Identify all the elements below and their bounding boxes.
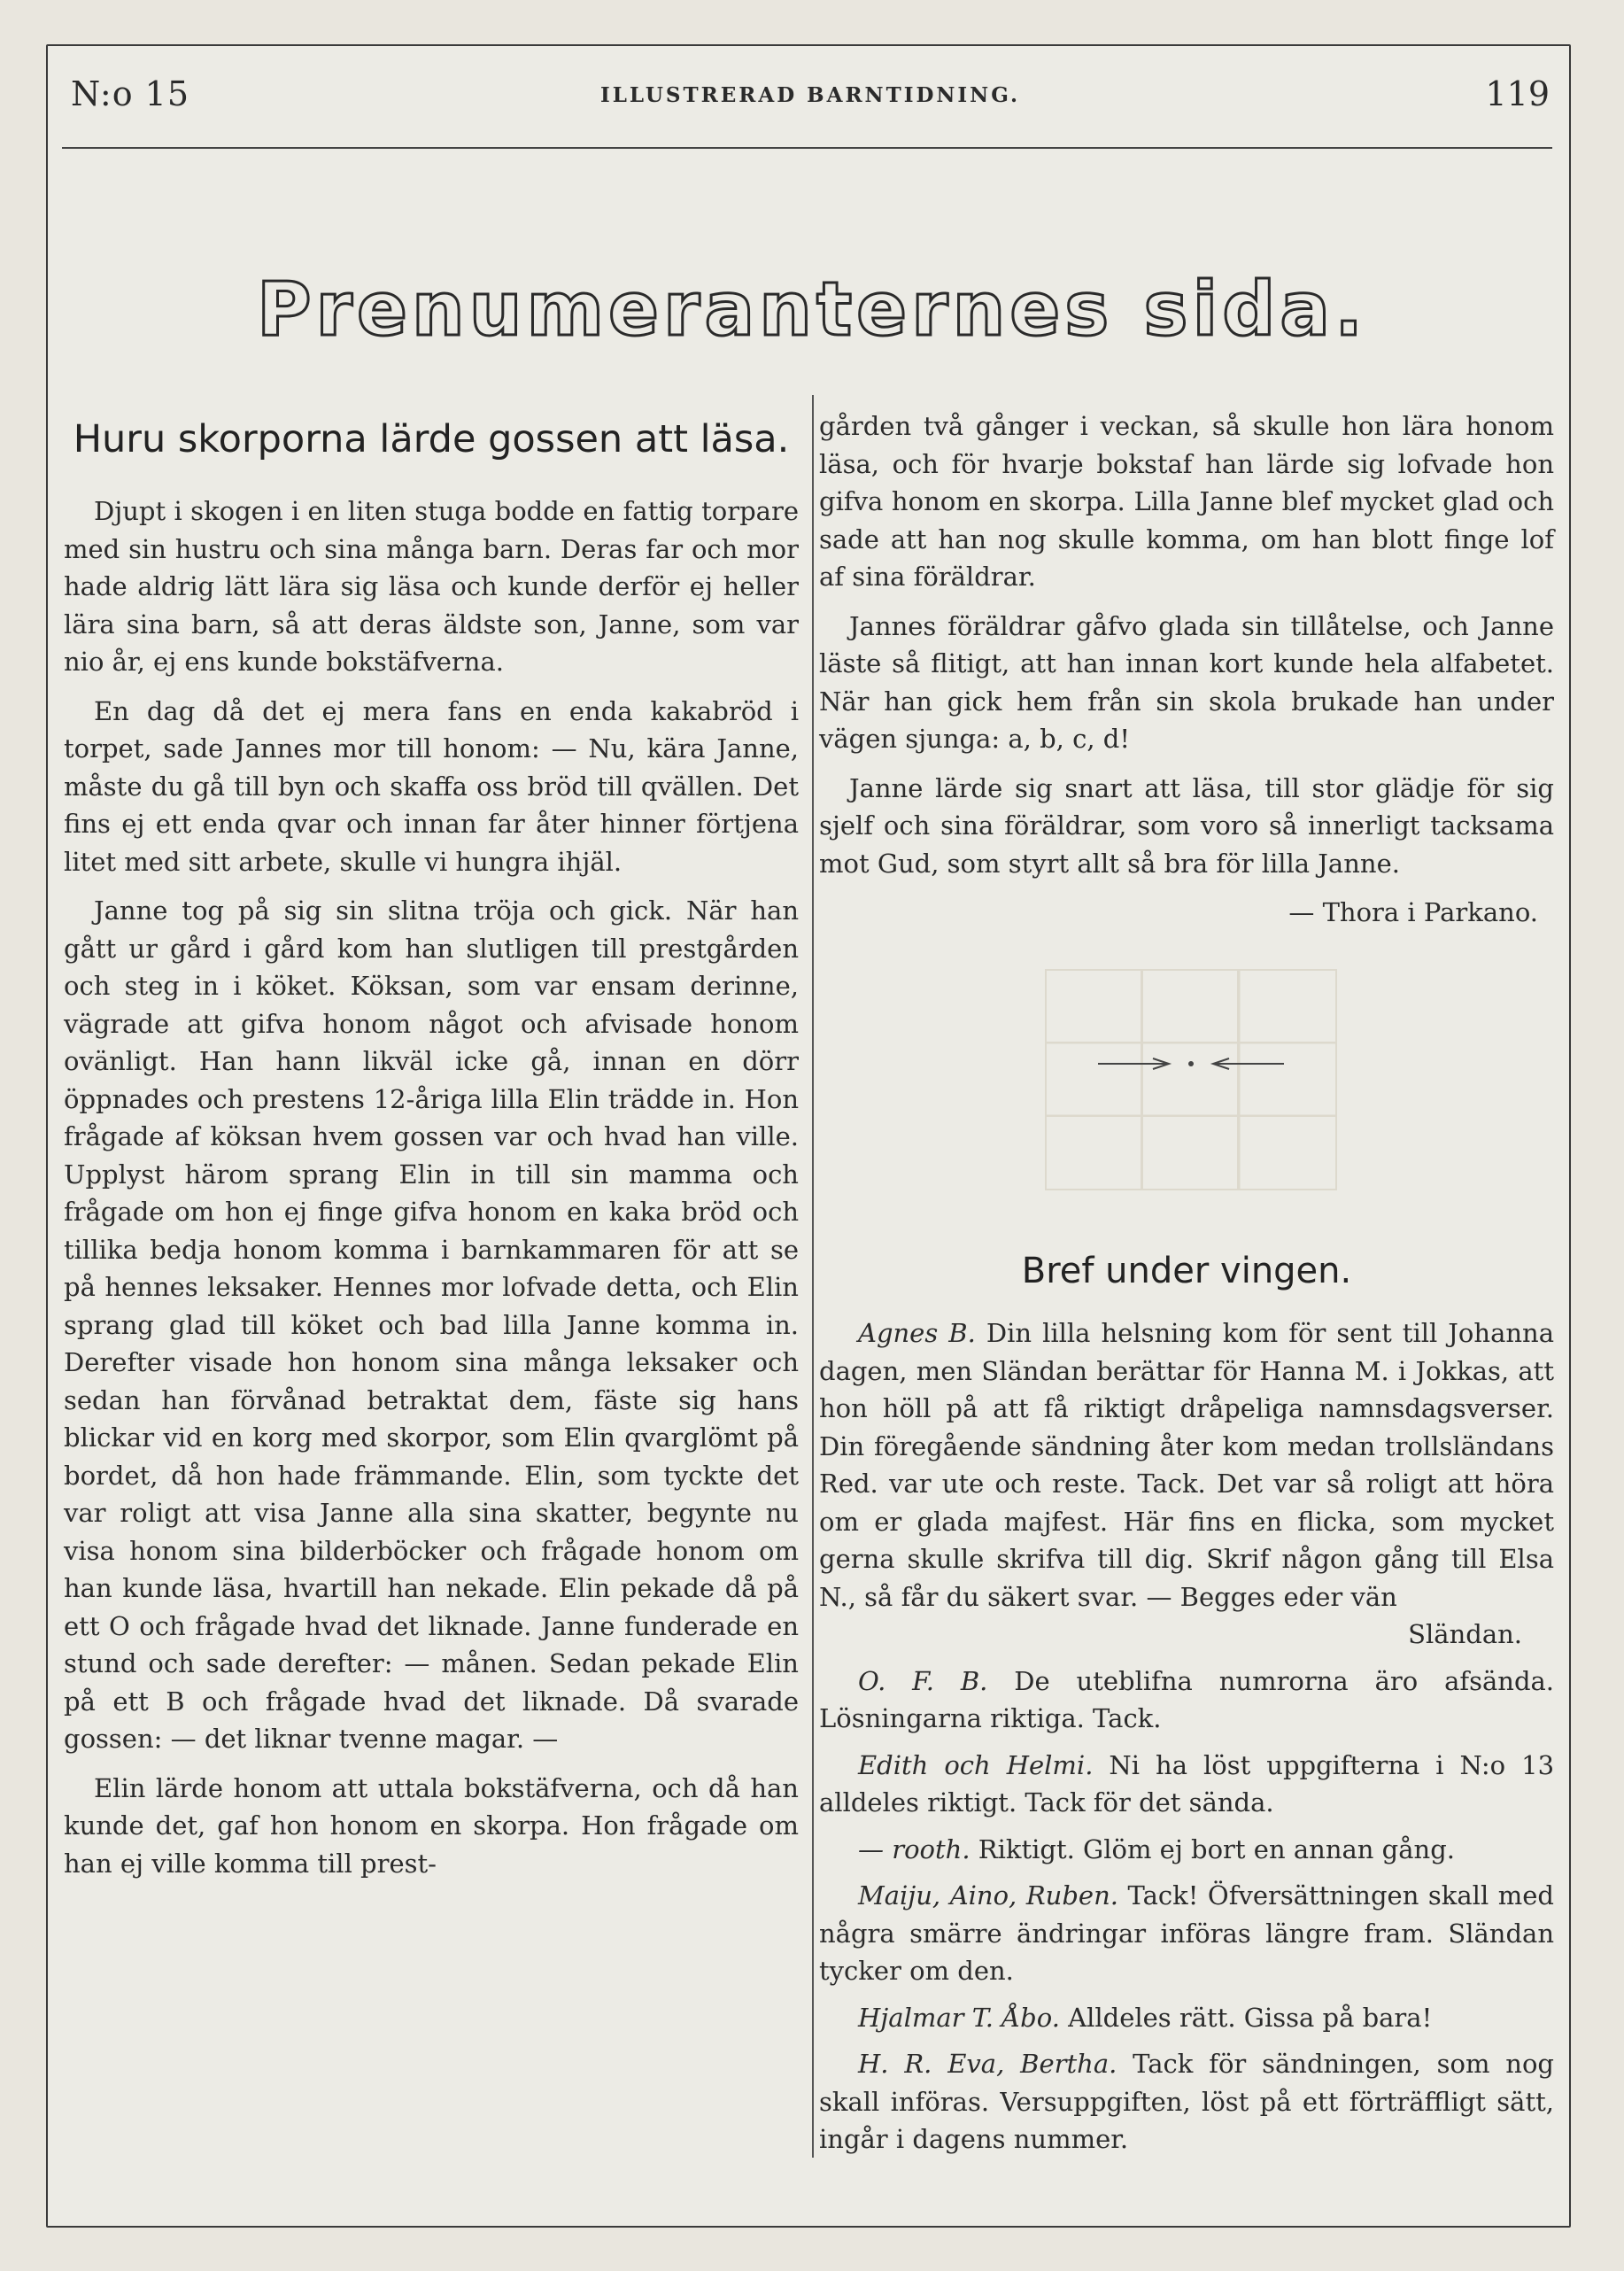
letter-recipient: H. R. Eva, Bertha.	[858, 2049, 1117, 2079]
letter-recipient: Edith och Helmi.	[858, 1749, 1094, 1780]
right-column	[819, 407, 1554, 2167]
ornament-grid	[1045, 969, 1337, 1190]
letter-entry	[819, 2045, 1554, 2159]
letter-signature: Sländan.	[1408, 1619, 1522, 1649]
letter-entry	[819, 1999, 1554, 2037]
ornament-arrow-icon	[1098, 1053, 1284, 1074]
letter-text: Ni ha löst uppgifterna i N:o 13 alldeles riktigt. Tack för det sända.	[819, 1749, 1555, 1818]
letter-recipient: O. F. B.	[858, 1665, 988, 1696]
letter-recipient: Agnes B.	[858, 1318, 976, 1348]
letter-text: Din lilla helsning kom för sent till Johanna dagen, men Sländan berättar för Hanna M. i Jokkas, att hon höll på att få riktigt dråpeliga namnsdagsverser. Din föregående sändning åter kom medan trollsländans Red. var ute och reste. Tack. Det var så roligt att höra om er glada majfest. Här fins en flicka, som mycket gerna skulle skrifva till dig. Skrif någon gång till Elsa N., så får du säkert svar. — Begges eder vän	[819, 1318, 1555, 1612]
letter-recipient: Maiju, Aino, Ruben.	[858, 1880, 1118, 1911]
letters-section-title: Bref under vingen.	[1021, 1250, 1352, 1291]
letter-text: Riktigt. Glöm ej bort en annan gång.	[978, 1833, 1455, 1864]
letter-text: De uteblifna numrorna äro afsända. Lösningarna riktiga. Tack.	[819, 1665, 1555, 1733]
article-paragraph: Janne tog på sig sin slitna tröja och gick. När han gått ur gård i gård kom han slutligen till prestgården och steg in i köket. Köksan, som var ensam derinne, vägrade att gifva honom något och afvisade honom ovänligt. Han hann likväl icke gå, innan en dörr öppnades och prestens 12-åriga lilla Elin trädde in. Hon frågade af köksan hvem gossen var och hvad han ville. Upplyst härom sprang Elin in till sin mamma och frågade om hon ej finge gifva honom en kaka bröd och tillika bedja honom komma i barnkammaren för att se på hennes leksaker. Hennes mor lofvade detta, och Elin sprang glad till köket och bad lilla Janne komma in. Derefter visade hon honom sina många leksaker och sedan han förvånad betraktat dem, fäste sig hans blickar vid en korg med skorpor, som Elin qvarglömt på bordet, då hon hade främmande. Elin, som tyckte det var roligt att visa Janne alla sina skatter, begynte nu visa honom sina bilderböcker och frågade honom om han kunde läsa, hvartill han nekade. Elin pekade då på ett O och frågade hvad det liknade. Janne funderade en stund och sade derefter: — månen. Sedan pekade Elin på ett B och frågade hvad det liknade. Då svarade gossen: — det liknar tvenne magar. —	[64, 895, 799, 1754]
letter-recipient: Hjalmar T. Åbo.	[858, 2002, 1060, 2033]
letter-text: Alldeles rätt. Gissa på bara!	[1068, 2002, 1433, 2033]
article-paragraph: Djupt i skogen i en liten stuga bodde en fattig torpare med sin hustru och sina många barn. Deras far och mor hade aldrig lätt lära sig läsa och kunde derför ej heller lära sina barn, så att deras äldste son, Janne, som var nio år, ej ens kunde bokstäfverna.	[64, 496, 799, 677]
letter-entry	[819, 1747, 1554, 1822]
letter-entry	[819, 1877, 1554, 1990]
letter-text: Tack! Öfversättningen skall med några smärre ändringar införas längre fram. Sländan tycker om den.	[819, 1880, 1554, 1986]
left-column	[64, 407, 799, 1882]
letter-entry	[819, 1831, 1554, 1869]
header-rule	[62, 147, 1552, 149]
article-signature: — Thora i Parkano.	[1288, 897, 1538, 927]
running-head	[62, 67, 1558, 120]
article-paragraph: Jannes föräldrar gåfvo glada sin tillåtelse, och Janne läste så flitigt, att han innan kort kunde hela alfabetet. När han gick hem från sin skola brukade han under vägen sjunga: a, b, c, d!	[819, 610, 1554, 754]
letter-entry	[819, 1314, 1554, 1654]
article-paragraph: Janne lärde sig snart att läsa, till stor glädje för sig sjelf och sina föräldrar, som voro så innerligt tacksama mot Gud, som styrt allt så bra för lilla Janne.	[819, 772, 1554, 879]
page-title: Prenumeranternes sida.	[256, 266, 1368, 353]
ornament-divider	[1045, 969, 1337, 1190]
article-title: Huru skorporna lärde gossen att läsa.	[73, 417, 790, 461]
letter-entry	[819, 1663, 1554, 1738]
page-number: 119	[1485, 74, 1550, 113]
publication-name: ILLUSTRERAD BARNTIDNING.	[599, 83, 1021, 107]
article-paragraph: En dag då det ej mera fans en enda kakabröd i torpet, sade Jannes mor till honom: — Nu, kära Janne, måste du gå till byn och skaffa oss bröd till qvällen. Det fins ej ett enda qvar och innan far åter hinner förtjena litet med sitt arbete, skulle vi hungra ihjäl.	[64, 695, 799, 877]
issue-number: N:o 15	[71, 74, 190, 113]
letter-recipient: — rooth.	[858, 1833, 971, 1864]
article-paragraph: Elin lärde honom att uttala bokstäfverna, och då han kunde det, gaf hon honom en skorpa. Hon frågade om han ej ville komma till prest-	[64, 1772, 799, 1879]
article-paragraph-continued: gården två gånger i veckan, så skulle hon lära honom läsa, och för hvarje bokstaf han lärde sig lofvade hon gifva honom en skorpa. Lilla Janne blef mycket glad och sade att han nog skulle komma, om han blott finge lof af sina föräldrar.	[819, 411, 1554, 592]
column-divider	[812, 395, 814, 2158]
letter-text: Tack för sändningen, som nog skall införas. Versuppgiften, löst på ett förträffligt sätt, ingår i dagens nummer.	[819, 2049, 1554, 2154]
page-bottom-edge	[46, 2228, 1571, 2249]
